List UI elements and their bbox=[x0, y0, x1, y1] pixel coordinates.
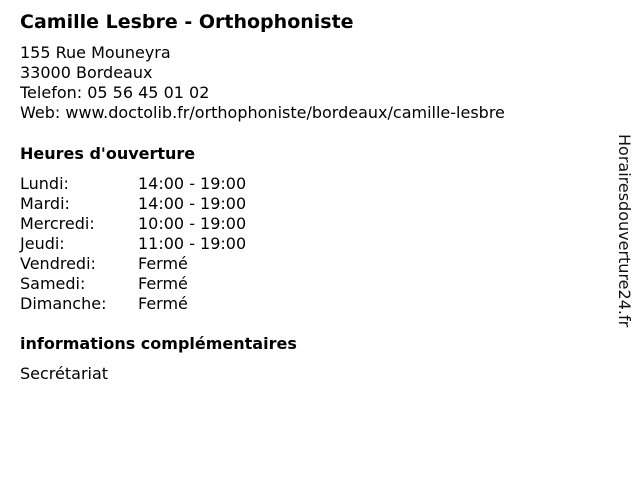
hours-time: Fermé bbox=[138, 254, 188, 273]
contact-details bbox=[20, 43, 505, 123]
web-line: Web: www.doctolib.fr/orthophoniste/bordeaux/camille-lesbre bbox=[20, 103, 505, 122]
hours-time: 10:00 - 19:00 bbox=[138, 214, 247, 233]
hours-row-friday bbox=[20, 254, 246, 274]
hours-day: Vendredi: bbox=[20, 254, 96, 273]
additional-info-heading: informations complémentaires bbox=[20, 334, 297, 353]
hours-time: 11:00 - 19:00 bbox=[138, 234, 247, 253]
address-street: 155 Rue Mouneyra bbox=[20, 43, 171, 62]
page-title: Camille Lesbre - Orthophoniste bbox=[20, 11, 354, 33]
address-city: 33000 Bordeaux bbox=[20, 63, 153, 82]
site-watermark: Horairesdouverture24.fr bbox=[615, 134, 634, 328]
hours-time: Fermé bbox=[138, 274, 188, 293]
hours-row-wednesday bbox=[20, 214, 246, 234]
opening-hours-heading: Heures d'ouverture bbox=[20, 144, 196, 163]
opening-hours-table bbox=[20, 174, 246, 314]
hours-time: Fermé bbox=[138, 294, 188, 313]
hours-day: Jeudi: bbox=[20, 234, 65, 253]
additional-info-text: Secrétariat bbox=[20, 364, 109, 383]
phone-line: Telefon: 05 56 45 01 02 bbox=[20, 83, 210, 102]
hours-time: 14:00 - 19:00 bbox=[138, 194, 247, 213]
hours-day: Samedi: bbox=[20, 274, 86, 293]
hours-day: Mercredi: bbox=[20, 214, 95, 233]
hours-time: 14:00 - 19:00 bbox=[138, 174, 247, 193]
hours-row-monday bbox=[20, 174, 246, 194]
hours-day: Mardi: bbox=[20, 194, 70, 213]
hours-day: Lundi: bbox=[20, 174, 69, 193]
hours-row-sunday bbox=[20, 294, 246, 314]
hours-row-thursday bbox=[20, 234, 246, 254]
hours-day: Dimanche: bbox=[20, 294, 107, 313]
hours-row-saturday bbox=[20, 274, 246, 294]
hours-row-tuesday bbox=[20, 194, 246, 214]
